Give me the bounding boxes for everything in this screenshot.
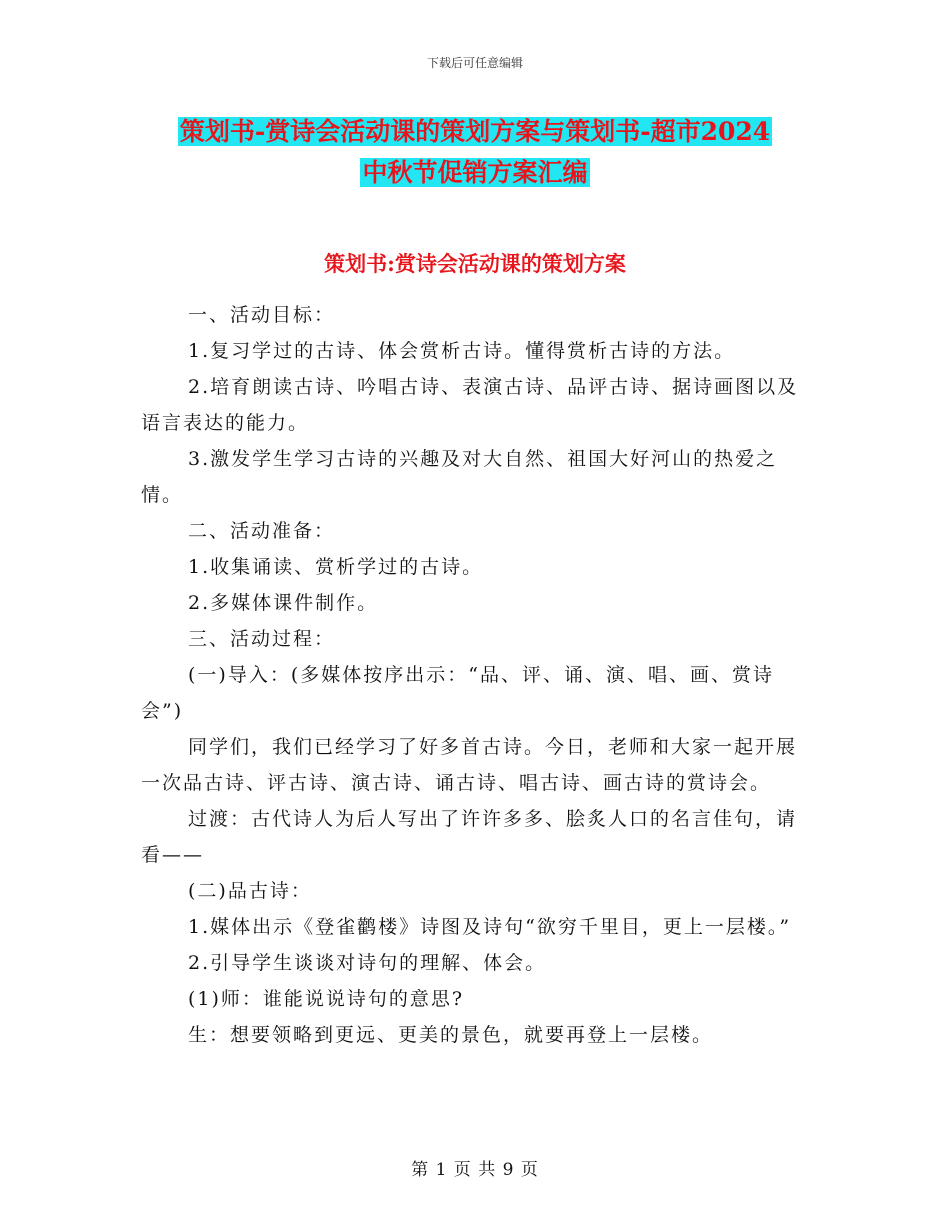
paragraph: 过渡：古代诗人为后人写出了许许多多、脍炙人口的名言佳句，请看—— xyxy=(141,808,798,866)
paragraph: 2.多媒体课件制作。 xyxy=(188,592,379,614)
paragraph: 生：想要领略到更远、更美的景色，就要再登上一层楼。 xyxy=(188,1024,714,1046)
paragraph: 1.媒体出示《登雀鹳楼》诗图及诗句“欲穷千里目，更上一层楼。” xyxy=(188,916,792,938)
section-title: 策划书:赏诗会活动课的策划方案 xyxy=(324,251,626,276)
paragraph: 1.收集诵读、赏析学过的古诗。 xyxy=(188,556,484,578)
document-body xyxy=(141,297,811,1053)
document-title-line-1: 策划书-赏诗会活动课的策划方案与策划书-超市2024 xyxy=(179,117,771,146)
paragraph: (1)师：谁能说说诗句的意思? xyxy=(188,988,465,1010)
paragraph: 3.激发学生学习古诗的兴趣及对大自然、祖国大好河山的热爱之情。 xyxy=(141,448,778,506)
paragraph: 三、活动过程： xyxy=(188,628,336,650)
paragraph: 同学们，我们已经学习了好多首古诗。今日，老师和大家一起开展一次品古诗、评古诗、演古诗、诵古诗、唱古诗、画古诗的赏诗会。 xyxy=(141,736,798,794)
paragraph: 二、活动准备： xyxy=(188,520,336,542)
paragraph: 2.引导学生谈谈对诗句的理解、体会。 xyxy=(188,952,547,974)
paragraph: 一、活动目标： xyxy=(188,304,336,326)
page-footer: 第 1 页 共 9 页 xyxy=(411,1160,539,1180)
paragraph: (二)品古诗： xyxy=(188,880,312,902)
document-title-line-2: 中秋节促销方案汇编 xyxy=(362,158,588,187)
paragraph: 1.复习学过的古诗、体会赏析古诗。懂得赏析古诗的方法。 xyxy=(188,340,736,362)
paragraph: 2.培育朗读古诗、吟唱古诗、表演古诗、品评古诗、据诗画图以及语言表达的能力。 xyxy=(141,376,799,434)
header-note: 下载后可任意编辑 xyxy=(426,56,523,70)
paragraph: (一)导入：(多媒体按序出示：“品、评、诵、演、唱、画、赏诗会”) xyxy=(141,664,774,722)
